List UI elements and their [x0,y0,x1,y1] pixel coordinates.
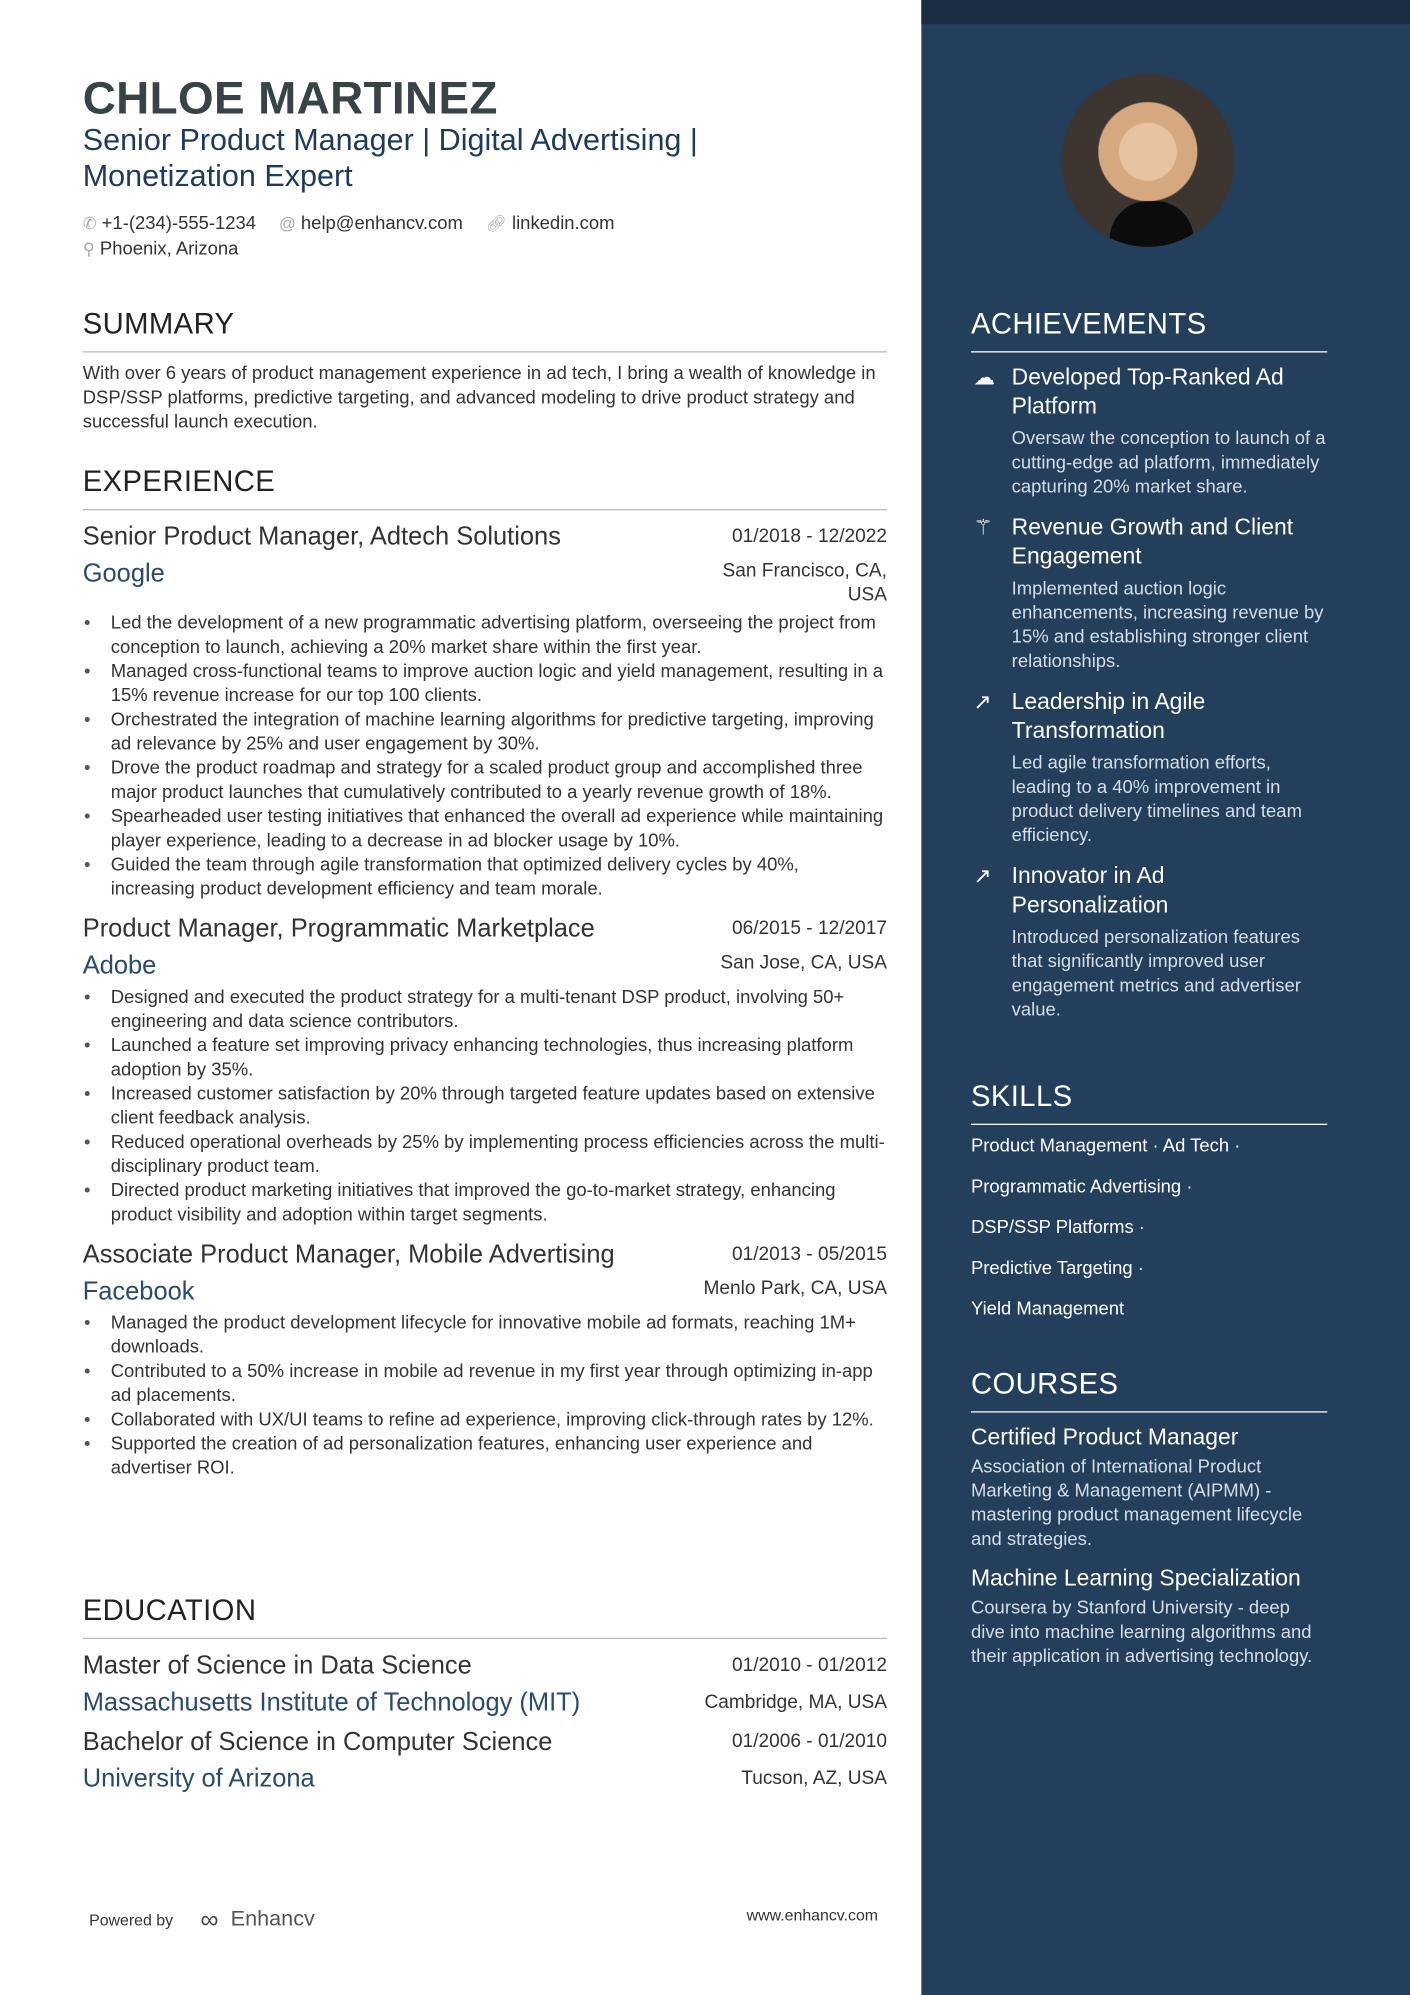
bullet: • Supported the creation of ad personalization features, enhancing user experience and advertiser ROI. [83,1433,887,1481]
at-icon: @ [279,213,296,233]
email-text[interactable]: help@enhancv.com [300,213,463,235]
achievement-title: Leadership in Agile Transformation [1011,688,1206,744]
skill-item: Predictive Targeting · [970,1258,1144,1279]
bullet: • Directed product marketing initiatives that improved the go-to-market strategy, enhancing product visibility and adoption within target segments. [83,1180,887,1228]
profile-photo [1061,74,1234,247]
linkedin[interactable] [486,214,615,234]
bullet: • Collaborated with UX/UI teams to refine ad experience, improving click-through rates by 12%. [83,1409,887,1433]
job-dates: 01/2018 - 12/2022 [732,525,887,548]
bullet: • Contributed to a 50% increase in mobile ad revenue in my first year through optimizing in-app ad placements. [83,1360,887,1408]
edu-dates: 01/2010 - 01/2012 [732,1654,887,1676]
job-entry [83,912,887,1228]
summary-section [83,307,887,436]
course-desc: Association of International Product Marketing & Management (AIPMM) - mastering product management lifecycle and strategies. [970,1457,1303,1550]
section-heading: EXPERIENCE [83,464,887,510]
bullet: • Guided the team through agile transformation that optimized delivery cycles by 40%, increasing product development efficiency and team morale. [83,854,887,902]
bullet: • Designed and executed the product strategy for a multi-tenant DSP product, involving 50+ engineering and data science contributors. [83,986,887,1034]
magic-wand-icon: ⚚ [973,515,993,540]
achievement-item [971,687,1327,849]
achievement-title: Revenue Growth and Client Engagement [1011,514,1294,569]
link-icon: 🔗︎ [485,213,507,233]
course-title: Certified Product Manager [970,1423,1239,1450]
job-entry [83,520,887,902]
bullet: • Launched a feature set improving privacy enhancing technologies, thus increasing platform adoption by 35%. [83,1035,887,1083]
education-entry [83,1726,887,1795]
experience-section [83,464,887,1491]
achievement-desc: Oversaw the conception to launch of a cutting-edge ad platform, immediately capturing 20% market share. [1011,428,1326,498]
skill-item: DSP/SSP Platforms · [970,1217,1145,1239]
degree: Master of Science in Data Science [82,1651,472,1680]
bullet: • Reduced operational overheads by 25% by implementing process efficiencies across the multi-disciplinary product team. [83,1131,887,1179]
candidate-name: CHLOE MARTINEZ [82,71,498,124]
company-name: Facebook [82,1277,195,1306]
section-heading: SKILLS [971,1079,1327,1125]
skills-section [971,1079,1327,1330]
location [83,239,239,259]
bullet: • Orchestrated the integration of machine learning algorithms for predictive targeting, improving ad relevance by 25% and user engagement by 30%. [83,709,887,757]
sidebar [921,0,1410,1995]
bullet-list [83,986,887,1228]
section-heading: ACHIEVEMENTS [971,307,1327,353]
achievement-desc: Implemented auction logic enhancements, increasing revenue by 15% and establishing stronger client relationships. [1011,579,1324,672]
achievement-title: Developed Top-Ranked Ad Platform [1011,363,1284,419]
job-location: San Jose, CA, USA [720,951,887,974]
job-dates: 06/2015 - 12/2017 [732,917,887,940]
location-pin-icon: ⚲ [82,239,95,259]
strategy-icon: ↗ [973,689,992,714]
achievement-item [971,862,1327,1024]
achievements-section [971,307,1327,1036]
summary-text: With over 6 years of product management experience in ad tech, I bring a wealth of knowledge in DSP/SSP platforms, predictive targeting, and advanced modeling to drive product strategy and successful launch execution. [82,363,876,433]
company-name: Adobe [82,951,157,980]
bullet-list [83,1312,887,1481]
bullet: • Drove the product roadmap and strategy for a scaled product group and accomplished three major product launches that cumulatively contributed to a yearly revenue growth of 18%. [83,757,887,805]
linkedin-text[interactable]: linkedin.com [511,213,615,235]
job-location: Menlo Park, CA, USA [703,1277,887,1300]
section-heading: COURSES [971,1367,1327,1413]
bullet: • Increased customer satisfaction by 20% through targeted feature updates based on extensive client feedback analysis. [83,1083,887,1131]
education-section [83,1593,887,1802]
company-name: Google [82,559,165,588]
edu-location: Cambridge, MA, USA [704,1691,887,1713]
enhancv-logo-icon: ∞ [200,1906,219,1935]
strategy-icon: ↗ [973,864,992,889]
bullet: • Led the development of a new programmatic advertising platform, overseeing the project from conception to launch, achieving a 20% market share within the first year. [83,612,887,660]
school-name: Massachusetts Institute of Technology (MIT) [82,1688,581,1717]
email[interactable] [279,214,463,234]
job-title: Product Manager, Programmatic Marketplace [82,914,595,943]
job-title: Senior Product Manager, Adtech Solutions [82,523,561,552]
skill-item: Programmatic Advertising · [970,1177,1193,1198]
edu-dates: 01/2006 - 01/2010 [732,1730,887,1753]
phone [83,214,256,234]
course-title: Machine Learning Specialization [970,1565,1301,1591]
powered-by-text: Powered by [89,1911,174,1930]
school-name: University of Arizona [82,1765,315,1794]
skill-item: Product Management · Ad Tech · [970,1136,1241,1157]
achievement-desc: Introduced personalization features that significantly improved user engagement metrics and advertiser value. [1011,927,1301,1021]
location-text: Phoenix, Arizona [99,239,239,260]
brand-text: Enhancv [230,1906,315,1931]
job-dates: 01/2013 - 05/2015 [732,1243,887,1265]
education-entry [83,1649,887,1718]
achievement-desc: Led agile transformation efforts, leading to a 40% improvement in product delivery timelines and team efficiency. [1011,753,1302,847]
section-heading: EDUCATION [83,1593,887,1639]
achievement-item [971,513,1327,675]
achievement-title: Innovator in Ad Personalization [1011,862,1169,918]
phone-icon: ✆ [82,213,97,233]
job-title: Associate Product Manager, Mobile Advertising [82,1240,615,1269]
courses-section [971,1367,1327,1681]
bullet-list [83,612,887,902]
bullet: • Managed cross-functional teams to improve auction logic and yield management, resulting in a 15% revenue increase for our top 100 clients. [83,660,887,708]
powered-by [89,1906,315,1935]
phone-text: +1-(234)-555-1234 [101,213,257,235]
job-entry [83,1238,887,1481]
footer-url[interactable]: www.enhancv.com [746,1906,879,1925]
sidebar-top-stripe [921,0,1410,24]
course-item [971,1564,1327,1670]
course-item [971,1423,1327,1553]
job-location: San Francisco, CA, USA [722,559,887,606]
contact-info [83,211,796,262]
candidate-title: Senior Product Manager | Digital Advertising | Monetization Expert [82,123,698,194]
course-desc: Coursera by Stanford University - deep dive into machine learning algorithms and their application in advertising technology. [970,1598,1313,1668]
skill-item: Yield Management [970,1299,1125,1320]
achievement-item [971,363,1327,500]
bullet: • Spearheaded user testing initiatives that enhanced the overall ad experience while maintaining player experience, leading to a decrease in ad blocker usage by 10%. [83,806,887,854]
brain-icon: ☁ [973,365,996,390]
section-heading: SUMMARY [83,307,887,353]
edu-location: Tucson, AZ, USA [741,1767,887,1790]
bullet: • Managed the product development lifecycle for innovative mobile ad formats, reaching 1M+ downloads. [83,1312,887,1360]
degree: Bachelor of Science in Computer Science [82,1728,553,1757]
